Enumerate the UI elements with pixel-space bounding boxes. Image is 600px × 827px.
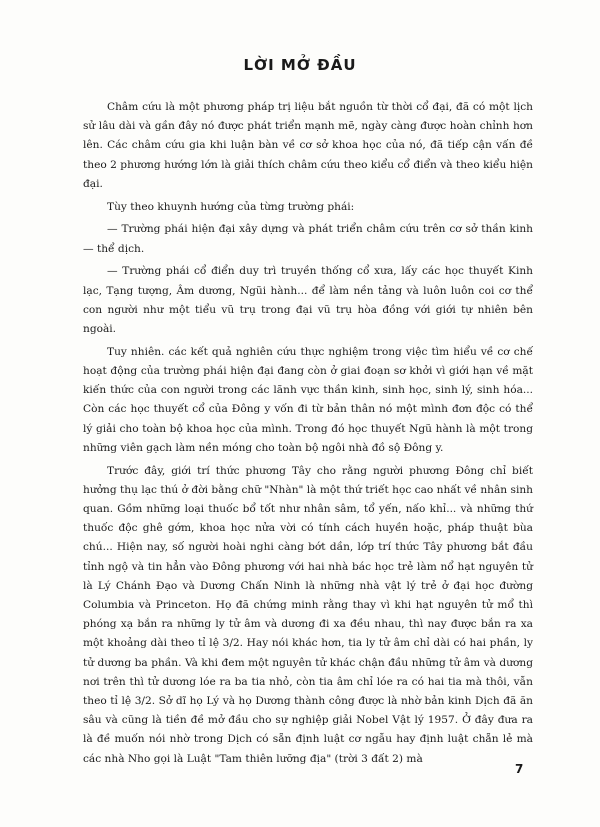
paragraph: Tùy theo khuynh hướng của từng trường phái: [107, 200, 355, 213]
page-number: 7 [515, 762, 524, 776]
paragraph: — Trường phái hiện đại xây dựng và phát triển châm cứu trên cơ sở thần kinh — thể dịch. [83, 223, 533, 255]
page-title: LỜI MỞ ĐẦU [243, 56, 357, 74]
paragraph: Châm cứu là một phương pháp trị liệu bắt nguồn từ thời cổ đại, đã có một lịch sử lâu dài và gần đây nó được phát triển mạnh mẽ, ngày càng được hoàn chỉnh hơn lên. Các châm cứu gia khi luận bàn về cơ sở khoa học của nó, đã tiếp cận vấn đề theo 2 phương hướng lớn là giải thích châm cứu theo kiểu cổ điển và theo kiểu hiện đại. [83, 101, 533, 190]
paragraph: — Trường phái cổ điển duy trì truyền thống cổ xưa, lấy các học thuyết Kinh lạc, Tạng tượng, Âm dương, Ngũi hành... để làm nền tảng và luôn luôn coi cơ thể con người như một tiểu vũ trụ trong đại vũ trụ hòa đồng với giới tự nhiên bên ngoài. [83, 265, 533, 336]
paragraph: Trước đây, giới trí thức phương Tây cho rằng người phương Đông chỉ biết hưởng thụ lạc thú ở đời bằng chữ "Nhàn" là một thứ triết học cao nhất về nhân sinh quan. Gồm những loại thuốc bổ tốt như nhân sâm, tổ yến, nấo khỉ... và những thứ thuốc độc ghê gớm, khoa học nửa vời có tính cách huyền hoặc, pháp thuật bùa chú... Hiện nay, số người hoài nghi càng bớt dần, lớp trí thức Tây phương bắt đầu tỉnh ngộ và tin hẳn vào Đông phương với hai nhà bác học trẻ làm nổ hạt nguyên tử là Lý Chánh Đạo và Dương Chấn Ninh là những nhà vật lý trẻ ở đại học đường Columbia và Princeton. Họ đã chứng minh rằng thay vì khi hạt nguyên tử mổ thì phóng xạ bắn ra những ly tử âm và dương đi xa đều nhau, thì nay được bắn ra xa một khoảng dài theo tỉ lệ 3/2. Hay nói khác hơn, tia ly tử âm chỉ dài có hai phần, ly tử dương ba phần. Và khi đem một nguyên tử khác chận đầu những tử âm và dương nơi trên thì tử dương lóe ra ba tia nhỏ, còn tia âm chỉ lóe ra có hai tia mà thôi, vẫn theo tỉ lệ 3/2. Sở dĩ họ Lý và họ Dương thành công được là nhờ bản kinh Dịch đã ăn sâu và cũng là tiền đề mở đầu cho sự nghiệp giải Nobel Vật lý 1957. Ở đây đưa ra là đề muốn nói nhờ trong Dịch có sẵn định luật cơ ngẫu hay định luật chẵn lẻ mà các nhà Nho gọi là Luật "Tam thiên lưỡng địa" (trời 3 đất 2) mà [83, 464, 533, 765]
body-text [83, 98, 533, 772]
paragraph: Tuy nhiên. các kết quả nghiên cứu thực nghiệm trong việc tìm hiểu về cơ chế hoạt động của trường phái hiện đại đang còn ở giai đoạn sơ khởi vì giới hạn về mặt kiến thức của con người trong các lãnh vực thần kinh, sinh học, sinh lý, sinh hóa... Còn các học thuyết cổ của Đông y vốn đi từ bản thân nó một mình đơn độc có thể lý giải cho toàn bộ khoa học của mình. Trong đó học thuyết Ngũ hành là một trong những viên gạch làm nền móng cho toàn bộ ngôi nhà đồ sộ Đông y. [83, 345, 533, 454]
